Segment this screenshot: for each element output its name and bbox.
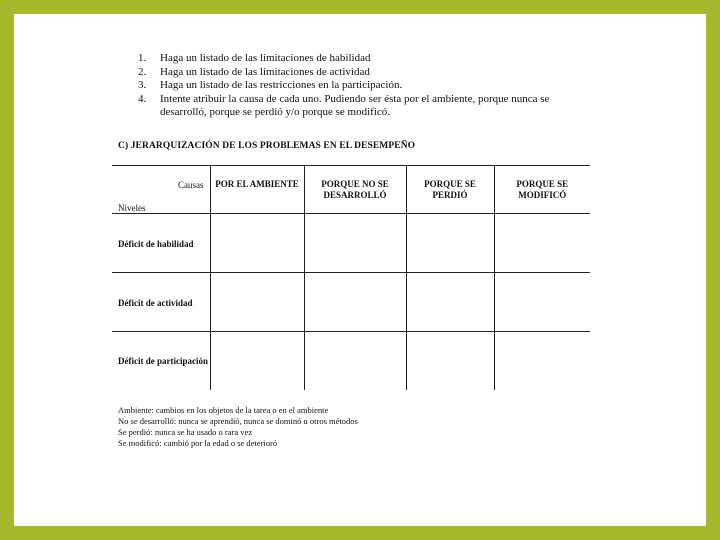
causes-label: Causas xyxy=(178,180,204,190)
note-line: Ambiente: cambios en los objetos de la tarea o en el ambiente xyxy=(118,405,329,415)
problems-table xyxy=(112,165,590,390)
row-label-cell: Déficit de participación xyxy=(112,332,210,391)
levels-label: Niveles xyxy=(118,203,146,213)
legend-notes xyxy=(118,405,418,449)
table-cell xyxy=(406,273,494,332)
corner-cell xyxy=(112,166,210,214)
table-row xyxy=(112,273,590,332)
table-cell xyxy=(210,332,304,391)
column-header: PORQUE NO SE DESARROLLÓ xyxy=(304,166,406,214)
instruction-item: 1. Haga un listado de las limitaciones de habilidad xyxy=(138,52,371,64)
table-cell xyxy=(210,273,304,332)
section-title: C) JERARQUIZACIÓN DE LOS PROBLEMAS EN EL DESEMPEÑO xyxy=(118,141,416,151)
table-cell xyxy=(210,214,304,273)
instruction-item: 3. Haga un listado de las restricciones en la participación. xyxy=(138,79,403,91)
table-cell xyxy=(406,214,494,273)
table-cell xyxy=(304,332,406,391)
column-header: PORQUE SE PERDIÓ xyxy=(406,166,494,214)
table-cell xyxy=(494,273,590,332)
table-cell xyxy=(494,332,590,391)
instruction-item: 2. Haga un listado de las limitaciones de actividad xyxy=(138,65,370,78)
column-header: POR EL AMBIENTE xyxy=(210,166,304,214)
note-line: No se desarrolló: nunca se aprendió, nunca se dominó u otros métodos xyxy=(118,416,358,426)
table-row xyxy=(112,332,590,391)
row-label-cell: Déficit de actividad xyxy=(112,273,210,332)
note-line: Se modificó: cambió por la edad o se deterioró xyxy=(118,438,278,448)
table-cell xyxy=(304,273,406,332)
table-cell xyxy=(494,214,590,273)
column-header: PORQUE SE MODIFICÓ xyxy=(494,166,590,214)
table-header-row xyxy=(112,166,590,214)
note-line: Se perdió: nunca se ha usado o rara vez xyxy=(118,427,253,437)
table-cell xyxy=(406,332,494,391)
instruction-list xyxy=(138,52,598,120)
table-row xyxy=(112,214,590,273)
row-label-cell: Déficit de habilidad xyxy=(112,214,210,273)
table-cell xyxy=(304,214,406,273)
instruction-item: 4. Intente atribuir la causa de cada uno. Pudiendo ser ésta por el ambiente, porque nunca se desarrolló, porque se perdió y/o porque se modificó. xyxy=(138,92,550,118)
